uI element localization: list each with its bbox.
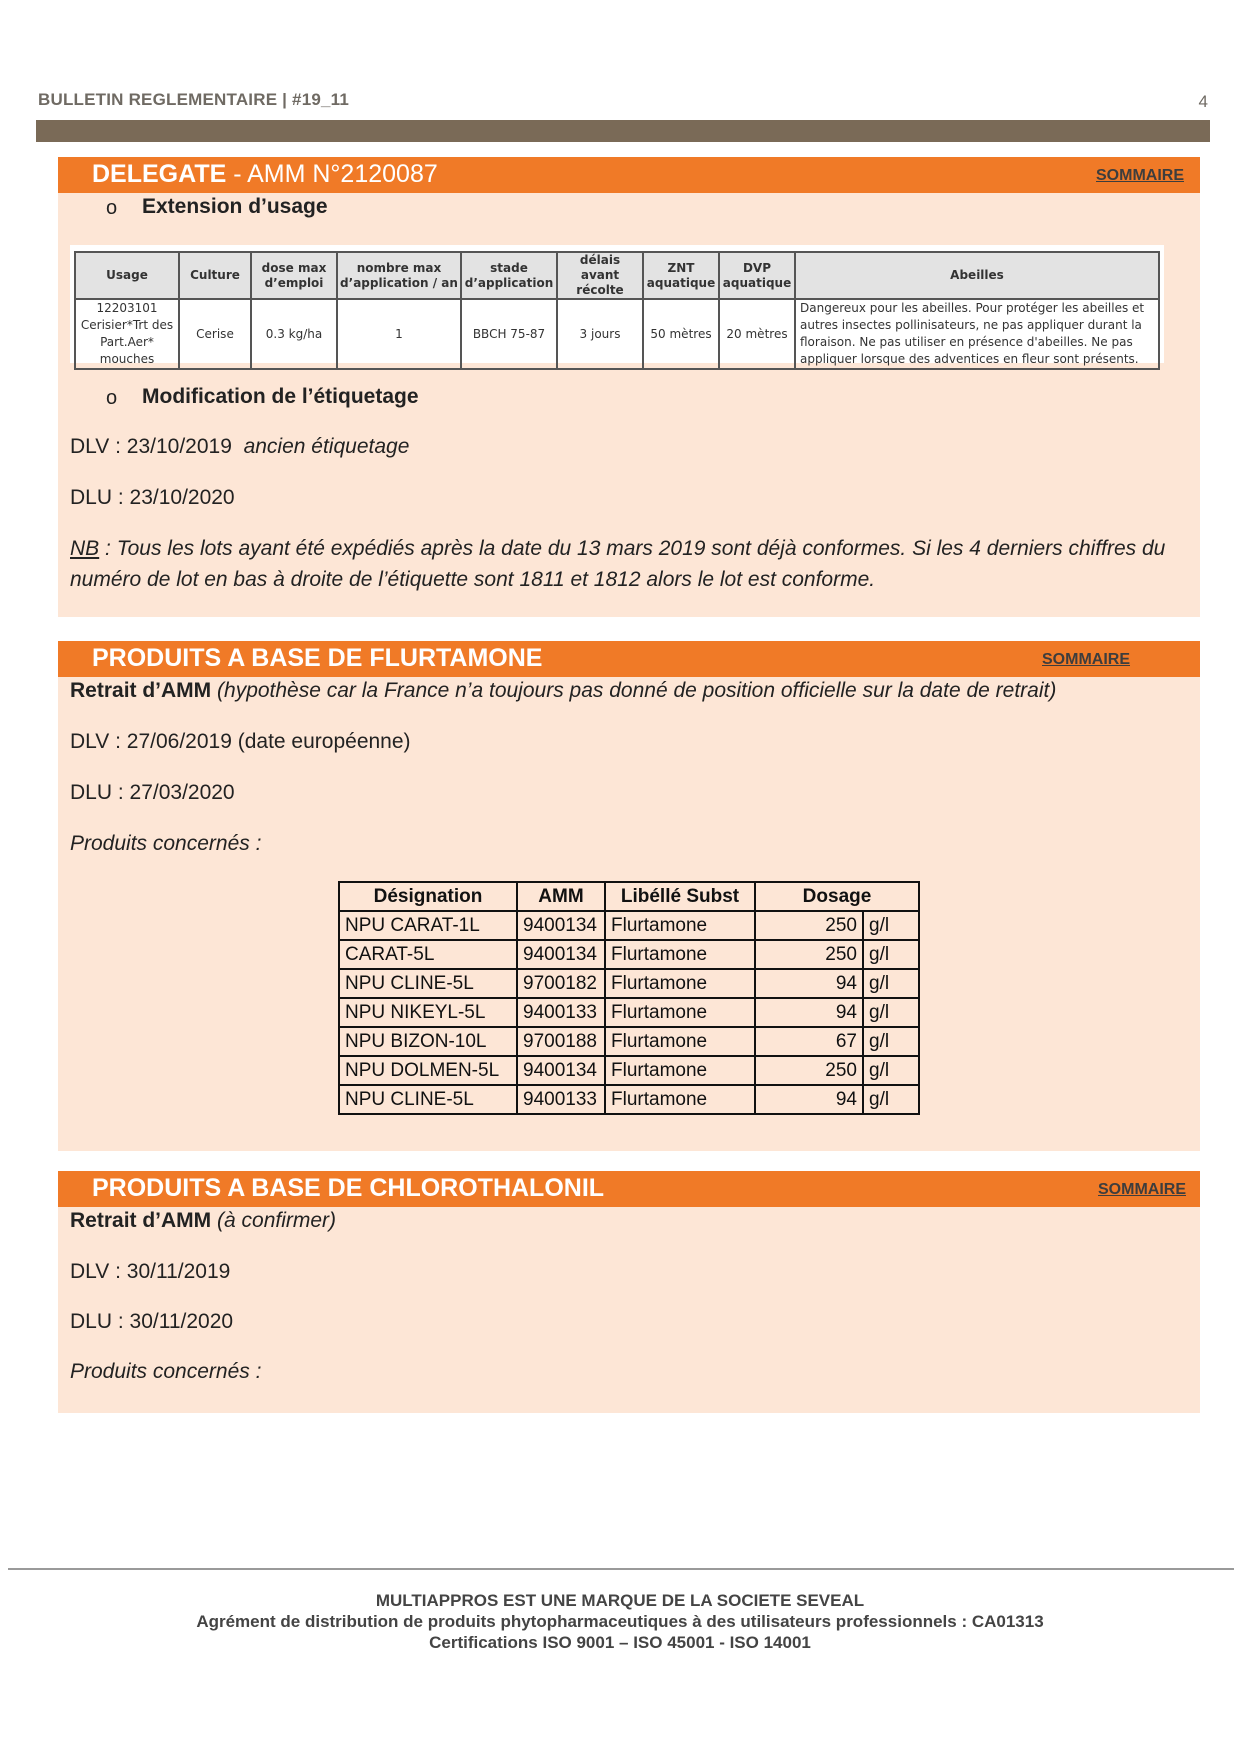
- usage-col-stade: stade d’application: [461, 252, 557, 299]
- page-number: 4: [1198, 92, 1208, 111]
- flurtamone-produits-label: Produits concernés :: [70, 832, 262, 855]
- modification-etiquetage-heading: Modification de l’étiquetage: [142, 385, 419, 408]
- cell-designation: NPU CLINE-5L: [339, 969, 517, 998]
- cell-unit: g/l: [863, 998, 919, 1027]
- delegate-dlv: [70, 435, 409, 459]
- usage-col-dvp: DVP aquatique: [719, 252, 795, 299]
- sommaire-link-chlorothalonil[interactable]: SOMMAIRE: [1098, 1181, 1186, 1198]
- usage-table-header-row: [75, 252, 1159, 299]
- usage-cell-znt: 50 mètres: [643, 299, 719, 369]
- section-flurtamone-title: PRODUITS A BASE DE FLURTAMONE: [92, 644, 543, 672]
- cell-designation: NPU DOLMEN-5L: [339, 1056, 517, 1085]
- cell-unit: g/l: [863, 1056, 919, 1085]
- cell-libelle: Flurtamone: [605, 1056, 755, 1085]
- delegate-product-name: DELEGATE: [92, 160, 227, 188]
- products-table-header-row: [339, 882, 919, 911]
- section-chlorothalonil: [58, 1171, 1200, 1413]
- delegate-nb-line2: numéro de lot en bas à droite de l’étiquette sont 1811 et 1812 alors le lot est conforme.: [70, 568, 876, 591]
- delegate-nb-line1: [70, 537, 1165, 561]
- col-amm: AMM: [517, 882, 605, 911]
- usage-col-usage: Usage: [75, 252, 179, 299]
- footer-divider: [8, 1568, 1234, 1570]
- usage-cell-usage: 12203101 Cerisier*Trt des Part.Aer* mouches: [75, 299, 179, 369]
- footer-line-3: Certifications ISO 9001 – ISO 45001 - ISO 14001: [429, 1633, 811, 1652]
- cell-dose: 250: [755, 940, 863, 969]
- cell-amm: 9400133: [517, 998, 605, 1027]
- cell-libelle: Flurtamone: [605, 1085, 755, 1114]
- flurtamone-retrait-note: (hypothèse car la France n’a toujours pas donné de position officielle sur la date de retrait): [217, 679, 1057, 702]
- cell-amm: 9400134: [517, 911, 605, 940]
- cell-amm: 9400134: [517, 940, 605, 969]
- chlorothalonil-dlu: DLU : 30/11/2020: [70, 1310, 234, 1333]
- cell-dose: 94: [755, 998, 863, 1027]
- cell-amm: 9700182: [517, 969, 605, 998]
- usage-col-delai: délais avant récolte: [557, 252, 643, 299]
- sommaire-link-delegate[interactable]: SOMMAIRE: [1096, 167, 1184, 184]
- table-row: [339, 998, 919, 1027]
- cell-libelle: Flurtamone: [605, 940, 755, 969]
- usage-table-row: [75, 299, 1159, 369]
- cell-dose: 250: [755, 911, 863, 940]
- table-row: [339, 1056, 919, 1085]
- cell-unit: g/l: [863, 969, 919, 998]
- delegate-dlu: DLU : 23/10/2020: [70, 486, 235, 509]
- usage-cell-abeilles: Dangereux pour les abeilles. Pour protéger les abeilles et autres insectes pollinisateurs, ne pas appliquer durant la floraison. Ne pas utiliser en présence d'abeilles. Ne pas appliquer lorsque des adventices en fleur sont présents.: [795, 299, 1159, 369]
- section-chlorothalonil-title-bar: [58, 1171, 1200, 1207]
- flurtamone-dlu: DLU : 27/03/2020: [70, 781, 235, 804]
- page-header: [38, 90, 1208, 116]
- col-libelle: Libéllé Subst: [605, 882, 755, 911]
- table-row: [339, 1085, 919, 1114]
- section-chlorothalonil-title: PRODUITS A BASE DE CHLOROTHALONIL: [92, 1174, 605, 1202]
- cell-dose: 67: [755, 1027, 863, 1056]
- section-flurtamone: [58, 641, 1200, 1151]
- usage-table: [74, 251, 1160, 370]
- flurtamone-retrait: [70, 679, 1056, 703]
- usage-col-culture: Culture: [179, 252, 251, 299]
- usage-cell-dose: 0.3 kg/ha: [251, 299, 337, 369]
- usage-cell-delai: 3 jours: [557, 299, 643, 369]
- cell-designation: NPU CARAT-1L: [339, 911, 517, 940]
- table-row: [339, 911, 919, 940]
- cell-libelle: Flurtamone: [605, 1027, 755, 1056]
- usage-cell-stade: BBCH 75-87: [461, 299, 557, 369]
- cell-designation: NPU NIKEYL-5L: [339, 998, 517, 1027]
- flurtamone-products-table: [338, 881, 920, 1115]
- usage-col-znt: ZNT aquatique: [643, 252, 719, 299]
- bullet-circle: o: [106, 197, 118, 219]
- cell-designation: CARAT-5L: [339, 940, 517, 969]
- usage-col-dose: dose max d’emploi: [251, 252, 337, 299]
- usage-col-nombre: nombre max d’application / an: [337, 252, 461, 299]
- table-row: [339, 1027, 919, 1056]
- flurtamone-dlv: DLV : 27/06/2019 (date européenne): [70, 730, 411, 753]
- extension-usage-heading: Extension d’usage: [142, 195, 328, 218]
- bullet-circle: o: [106, 387, 118, 409]
- cell-dose: 94: [755, 1085, 863, 1114]
- cell-dose: 94: [755, 969, 863, 998]
- chlorothalonil-retrait-note: (à confirmer): [217, 1209, 337, 1232]
- table-row: [339, 969, 919, 998]
- delegate-dlv-date: DLV : 23/10/2019: [70, 435, 232, 458]
- usage-col-abeilles: Abeilles: [795, 252, 1159, 299]
- delegate-dlv-note: ancien étiquetage: [243, 435, 410, 458]
- flurtamone-retrait-label: Retrait d’AMM: [70, 679, 212, 702]
- sommaire-link-flurtamone[interactable]: SOMMAIRE: [1042, 651, 1130, 668]
- cell-amm: 9700188: [517, 1027, 605, 1056]
- header-divider-bar: [36, 120, 1210, 142]
- cell-unit: g/l: [863, 911, 919, 940]
- cell-designation: NPU CLINE-5L: [339, 1085, 517, 1114]
- usage-cell-dvp: 20 mètres: [719, 299, 795, 369]
- cell-libelle: Flurtamone: [605, 998, 755, 1027]
- cell-amm: 9400133: [517, 1085, 605, 1114]
- usage-table-image: [70, 245, 1164, 366]
- usage-cell-nombre: 1: [337, 299, 461, 369]
- cell-libelle: Flurtamone: [605, 969, 755, 998]
- cell-unit: g/l: [863, 940, 919, 969]
- table-row: [339, 940, 919, 969]
- col-dosage: Dosage: [755, 882, 919, 911]
- footer-line-2: Agrément de distribution de produits phytopharmaceutiques à des utilisateurs professionnels : CA01313: [196, 1612, 1044, 1631]
- section-flurtamone-title-bar: [58, 641, 1200, 677]
- chlorothalonil-produits-label: Produits concernés :: [70, 1360, 262, 1383]
- cell-unit: g/l: [863, 1027, 919, 1056]
- cell-dose: 250: [755, 1056, 863, 1085]
- usage-cell-culture: Cerise: [179, 299, 251, 369]
- footer-line-1: MULTIAPPROS EST UNE MARQUE DE LA SOCIETE SEVEAL: [375, 1591, 865, 1610]
- delegate-amm-number: - AMM N°2120087: [226, 160, 438, 188]
- cell-unit: g/l: [863, 1085, 919, 1114]
- col-designation: Désignation: [339, 882, 517, 911]
- cell-amm: 9400134: [517, 1056, 605, 1085]
- section-delegate-title: [92, 160, 438, 189]
- nb-text-line1: : Tous les lots ayant été expédiés après la date du 13 mars 2019 sont déjà conformes. Si les 4 derniers chiffres du: [99, 537, 1166, 560]
- bulletin-title: BULLETIN REGLEMENTAIRE | #19_11: [38, 90, 350, 109]
- cell-designation: NPU BIZON-10L: [339, 1027, 517, 1056]
- chlorothalonil-dlv: DLV : 30/11/2019: [70, 1260, 231, 1283]
- nb-label: NB: [70, 537, 100, 560]
- chlorothalonil-retrait-label: Retrait d’AMM: [70, 1209, 212, 1232]
- chlorothalonil-retrait: [70, 1209, 336, 1233]
- section-delegate: [58, 157, 1200, 617]
- section-delegate-title-bar: [58, 157, 1200, 193]
- cell-libelle: Flurtamone: [605, 911, 755, 940]
